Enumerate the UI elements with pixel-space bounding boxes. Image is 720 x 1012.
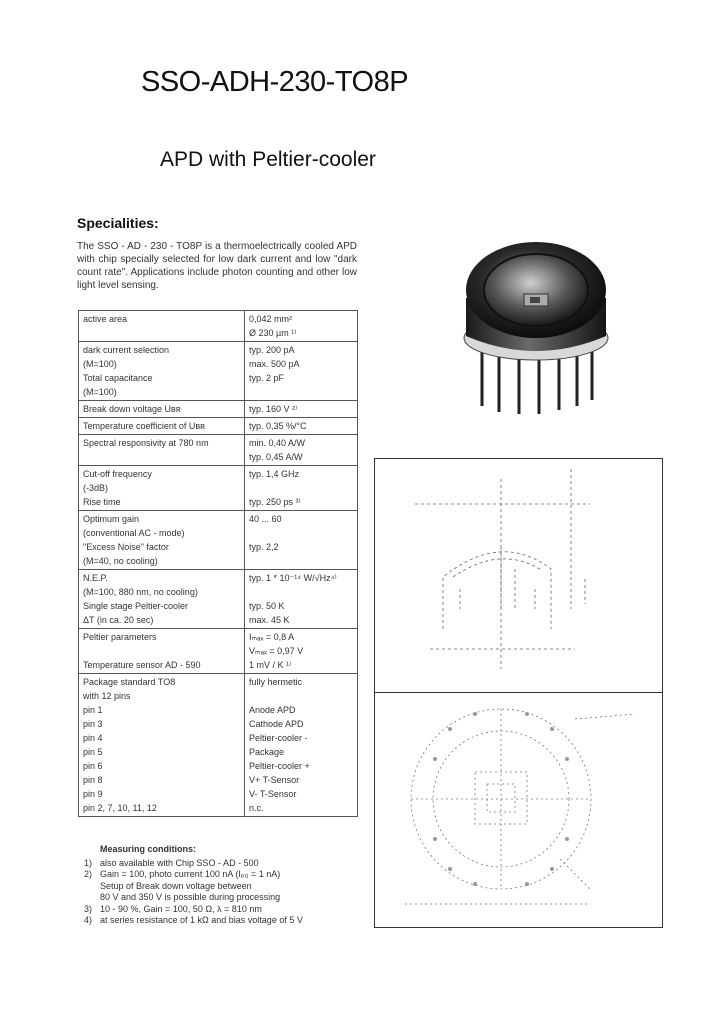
spec-parameter-line: (-3dB)	[83, 483, 109, 493]
spec-parameter	[79, 418, 245, 435]
spec-parameter-line: Peltier parameters	[83, 632, 157, 642]
spec-value-line: typ. 1,4 GHz	[249, 469, 300, 479]
spec-parameter	[79, 342, 245, 401]
measuring-condition-item	[84, 858, 364, 870]
spec-row	[79, 629, 358, 674]
spec-value-line: typ. 0,35 %/°C	[249, 421, 307, 431]
spec-parameter	[79, 629, 245, 674]
spec-value	[245, 401, 358, 418]
spec-parameter-line: (M=100)	[83, 359, 117, 369]
spec-value-line: typ. 2,2	[249, 542, 279, 552]
spec-value-line: typ. 2 pF	[249, 373, 285, 383]
spec-value-line: Anode APD	[249, 705, 296, 715]
spec-parameter-line: Temperature sensor AD - 590	[83, 660, 201, 670]
footnote-number: 2)	[84, 869, 93, 879]
spec-value-line: Peltier-cooler +	[249, 761, 310, 771]
spec-parameter-line: Total capacitance	[83, 373, 153, 383]
spec-parameter	[79, 401, 245, 418]
spec-row	[79, 311, 358, 342]
spec-parameter-line: (M=40, no cooling)	[83, 556, 158, 566]
footnote-text: also available with Chip SSO - AD - 500	[100, 857, 259, 868]
footnote-text: Setup of Break down voltage between	[100, 880, 252, 891]
spec-parameter-line: dark current selection	[83, 345, 170, 355]
spec-row	[79, 418, 358, 435]
spec-value-line: Cathode APD	[249, 719, 304, 729]
spec-parameter-line: pin 4	[83, 733, 103, 743]
specialities-text: The SSO - AD - 230 - TO8P is a thermoelectrically cooled APD with chip specially selected for low dark current and low "dark count rate". Applications include photon counting and other low light level sensing.	[77, 241, 357, 291]
spec-value-line: Iₘₐₓ = 0,8 A	[249, 632, 295, 642]
spec-row	[79, 435, 358, 466]
footnote-number	[84, 892, 100, 904]
spec-parameter-line: pin 9	[83, 789, 103, 799]
spec-value-line	[249, 481, 353, 495]
spec-value-line	[249, 554, 353, 568]
spec-parameter-line: pin 2, 7, 10, 11, 12	[83, 803, 157, 813]
measuring-condition-item	[84, 904, 364, 916]
footnote-number	[84, 881, 100, 893]
spec-value-line	[249, 689, 353, 703]
spec-row	[79, 511, 358, 570]
spec-parameter	[79, 311, 245, 342]
spec-value-line: typ. 250 ps ³⁾	[249, 497, 301, 507]
spec-parameter-line: Package standard TO8	[83, 677, 176, 687]
spec-parameter-line: active area	[83, 314, 128, 324]
spec-value-line: min. 0,40 A/W	[249, 438, 306, 448]
measuring-conditions	[84, 844, 364, 927]
spec-value-line: typ. 160 V ²⁾	[249, 404, 298, 414]
spec-parameter-line: Cut-off frequency	[83, 469, 152, 479]
product-title: SSO-ADH-230-TO8P	[141, 66, 409, 98]
product-subtitle: APD with Peltier-cooler	[160, 148, 376, 171]
spec-parameter-line: (M=100, 880 nm, no cooling)	[83, 587, 198, 597]
spec-parameter-line: ΔT (in ca. 20 sec)	[83, 615, 154, 625]
spec-parameter-line: (conventional AC - mode)	[83, 528, 185, 538]
spec-value-line: V- T-Sensor	[249, 789, 297, 799]
spec-value-line: max. 45 K	[249, 615, 290, 625]
spec-parameter-line: pin 1	[83, 705, 103, 715]
spec-value-line: V+ T-Sensor	[249, 775, 300, 785]
spec-row	[79, 570, 358, 629]
spec-parameter	[79, 570, 245, 629]
measuring-condition-item	[84, 892, 364, 904]
spec-value-line: n.c.	[249, 803, 264, 813]
spec-parameter-line: pin 5	[83, 747, 103, 757]
spec-value-line: Package	[249, 747, 285, 757]
spec-value	[245, 674, 358, 817]
spec-parameter-line: with 12 pins	[83, 691, 131, 701]
spec-parameter-line: (M=100)	[83, 387, 117, 397]
spec-parameter-line: N.E.P.	[83, 573, 108, 583]
spec-value	[245, 511, 358, 570]
spec-parameter-line: pin 8	[83, 775, 103, 785]
spec-parameter-line: Temperature coefficient of Uʙʀ	[83, 421, 206, 431]
dimension-drawing	[374, 458, 663, 928]
spec-value	[245, 435, 358, 466]
footnote-number: 3)	[84, 903, 93, 914]
spec-value	[245, 311, 358, 342]
spec-parameter-line: Optimum gain	[83, 514, 140, 524]
spec-value-line: typ. 50 K	[249, 601, 285, 611]
spec-value	[245, 570, 358, 629]
footnote-text: 10 - 90 %, Gain = 100, 50 Ω, λ = 810 nm	[100, 903, 262, 914]
spec-parameter	[79, 511, 245, 570]
spec-value	[245, 466, 358, 511]
specifications-table	[78, 310, 358, 817]
spec-value-line: 40 ... 60	[249, 514, 282, 524]
spec-value-line	[249, 526, 353, 540]
specialities-heading: Specialities:	[77, 215, 159, 231]
spec-parameter-line: Break down voltage Uʙʀ	[83, 404, 181, 414]
spec-value	[245, 629, 358, 674]
spec-value-line: typ. 0,45 A/W	[249, 452, 303, 462]
spec-parameter	[79, 435, 245, 466]
measuring-condition-item	[84, 915, 364, 927]
footnote-text: Gain = 100, photo current 100 nA (Iₚ₀ = 1 nA)	[100, 869, 281, 879]
spec-parameter	[79, 674, 245, 817]
spec-parameter-line: Spectral responsivity at 780 nm	[83, 438, 209, 448]
product-photo	[444, 228, 630, 414]
spec-parameter-line: "Excess Noise" factor	[83, 542, 169, 552]
spec-value-line	[249, 585, 353, 599]
spec-value-line: Peltier-cooler -	[249, 733, 308, 743]
spec-parameter-line: pin 6	[83, 761, 103, 771]
spec-value-line: Vₘₐₓ = 0,97 V	[249, 646, 304, 656]
spec-value-line: 0,042 mm²	[249, 314, 293, 324]
footnote-number: 4)	[84, 915, 93, 925]
spec-value	[245, 418, 358, 435]
spec-parameter	[79, 466, 245, 511]
spec-value-line: typ. 200 pA	[249, 345, 295, 355]
spec-row	[79, 674, 358, 817]
spec-parameter-line: Rise time	[83, 497, 121, 507]
spec-parameter-line	[83, 644, 240, 658]
spec-value-line: fully hermetic	[249, 677, 303, 687]
measuring-condition-item	[84, 881, 364, 893]
spec-parameter-line: pin 3	[83, 719, 103, 729]
spec-value-line: typ. 1 * 10⁻¹⁴ W/√Hz⁴⁾	[249, 573, 337, 583]
spec-row	[79, 401, 358, 418]
footnote-text: at series resistance of 1 kΩ and bias voltage of 5 V	[100, 915, 303, 925]
measuring-conditions-title: Measuring conditions:	[100, 844, 197, 854]
spec-row	[79, 342, 358, 401]
spec-row	[79, 466, 358, 511]
package-drawing	[375, 459, 664, 929]
spec-value-line: max. 500 pA	[249, 359, 300, 369]
spec-value-line	[249, 385, 353, 399]
spec-value	[245, 342, 358, 401]
spec-parameter-line: Single stage Peltier-cooler	[83, 601, 189, 611]
footnote-number: 1)	[84, 857, 93, 868]
spec-value-line: Ø 230 µm ¹⁾	[249, 328, 297, 338]
spec-value-line: 1 mV / K ¹⁾	[249, 660, 292, 670]
measuring-condition-item	[84, 869, 364, 881]
footnote-text: 80 V and 350 V is possible during processing	[100, 892, 281, 902]
